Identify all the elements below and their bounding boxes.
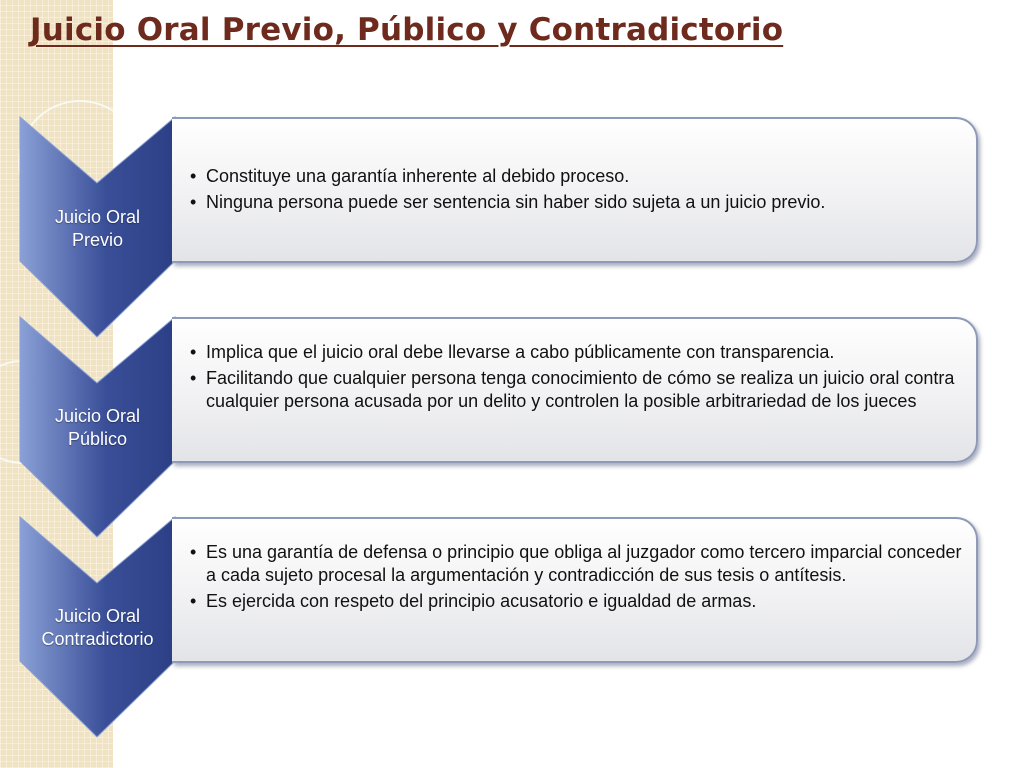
content-panel xyxy=(172,317,978,463)
chevron-label-line2: Previo xyxy=(71,230,124,250)
list-item: • Implica que el juicio oral debe llevarse a cabo públicamente con transparencia. xyxy=(190,342,835,362)
chevron-label xyxy=(20,605,175,651)
bullet-list xyxy=(186,341,962,413)
list-item: • Es ejercida con respeto del principio acusatorio e igualdad de armas. xyxy=(190,591,757,611)
content-panel xyxy=(172,117,978,263)
bullet-text: Implica que el juicio oral debe llevarse a cabo públicamente con transparencia. xyxy=(206,342,835,362)
chevron-label-line1: Juicio Oral xyxy=(54,207,141,227)
list-item: • Ninguna persona puede ser sentencia sin haber sido sujeta a un juicio previo. xyxy=(190,192,826,212)
chevron-label-line1: Juicio Oral xyxy=(54,406,141,426)
list-item: • Es una garantía de defensa o principio que obliga al juzgador como tercero imparcial conceder a cada sujeto procesal la argumentación y contradicción de sus tesis o antítesis. xyxy=(190,542,962,585)
content-panel xyxy=(172,517,978,663)
row-contradictorio xyxy=(0,517,1024,739)
bullet-list xyxy=(186,541,962,613)
chevron-label-line1: Juicio Oral xyxy=(54,606,141,626)
chevron-label xyxy=(20,405,175,451)
chevron-label-line2: Público xyxy=(67,429,128,449)
bullet-text: Ninguna persona puede ser sentencia sin haber sido sujeta a un juicio previo. xyxy=(206,192,826,212)
chevron-label-line2: Contradictorio xyxy=(41,629,154,649)
row-publico xyxy=(0,317,1024,539)
bullet-text: Es ejercida con respeto del principio acusatorio e igualdad de armas. xyxy=(206,591,757,611)
slide-title: Juicio Oral Previo, Público y Contradictorio xyxy=(30,12,784,48)
bullet-list xyxy=(186,165,962,214)
bullet-text: Constituye una garantía inherente al debido proceso. xyxy=(206,166,630,186)
list-item: • Constituye una garantía inherente al debido proceso. xyxy=(190,166,630,186)
chevron-label xyxy=(20,206,175,252)
bullet-text: Es una garantía de defensa o principio que obliga al juzgador como tercero imparcial conceder a cada sujeto procesal la argumentación y contradicción de sus tesis o antítesis. xyxy=(206,542,962,585)
list-item: • Facilitando que cualquier persona tenga conocimiento de cómo se realiza un juicio oral contra cualquier persona acusada por un delito y controlen la posible arbitrariedad de los jueces xyxy=(190,368,955,411)
row-previo xyxy=(0,117,1024,339)
bullet-text: Facilitando que cualquier persona tenga conocimiento de cómo se realiza un juicio oral contra cualquier persona acusada por un delito y controlen la posible arbitrariedad de los jueces xyxy=(206,368,955,411)
